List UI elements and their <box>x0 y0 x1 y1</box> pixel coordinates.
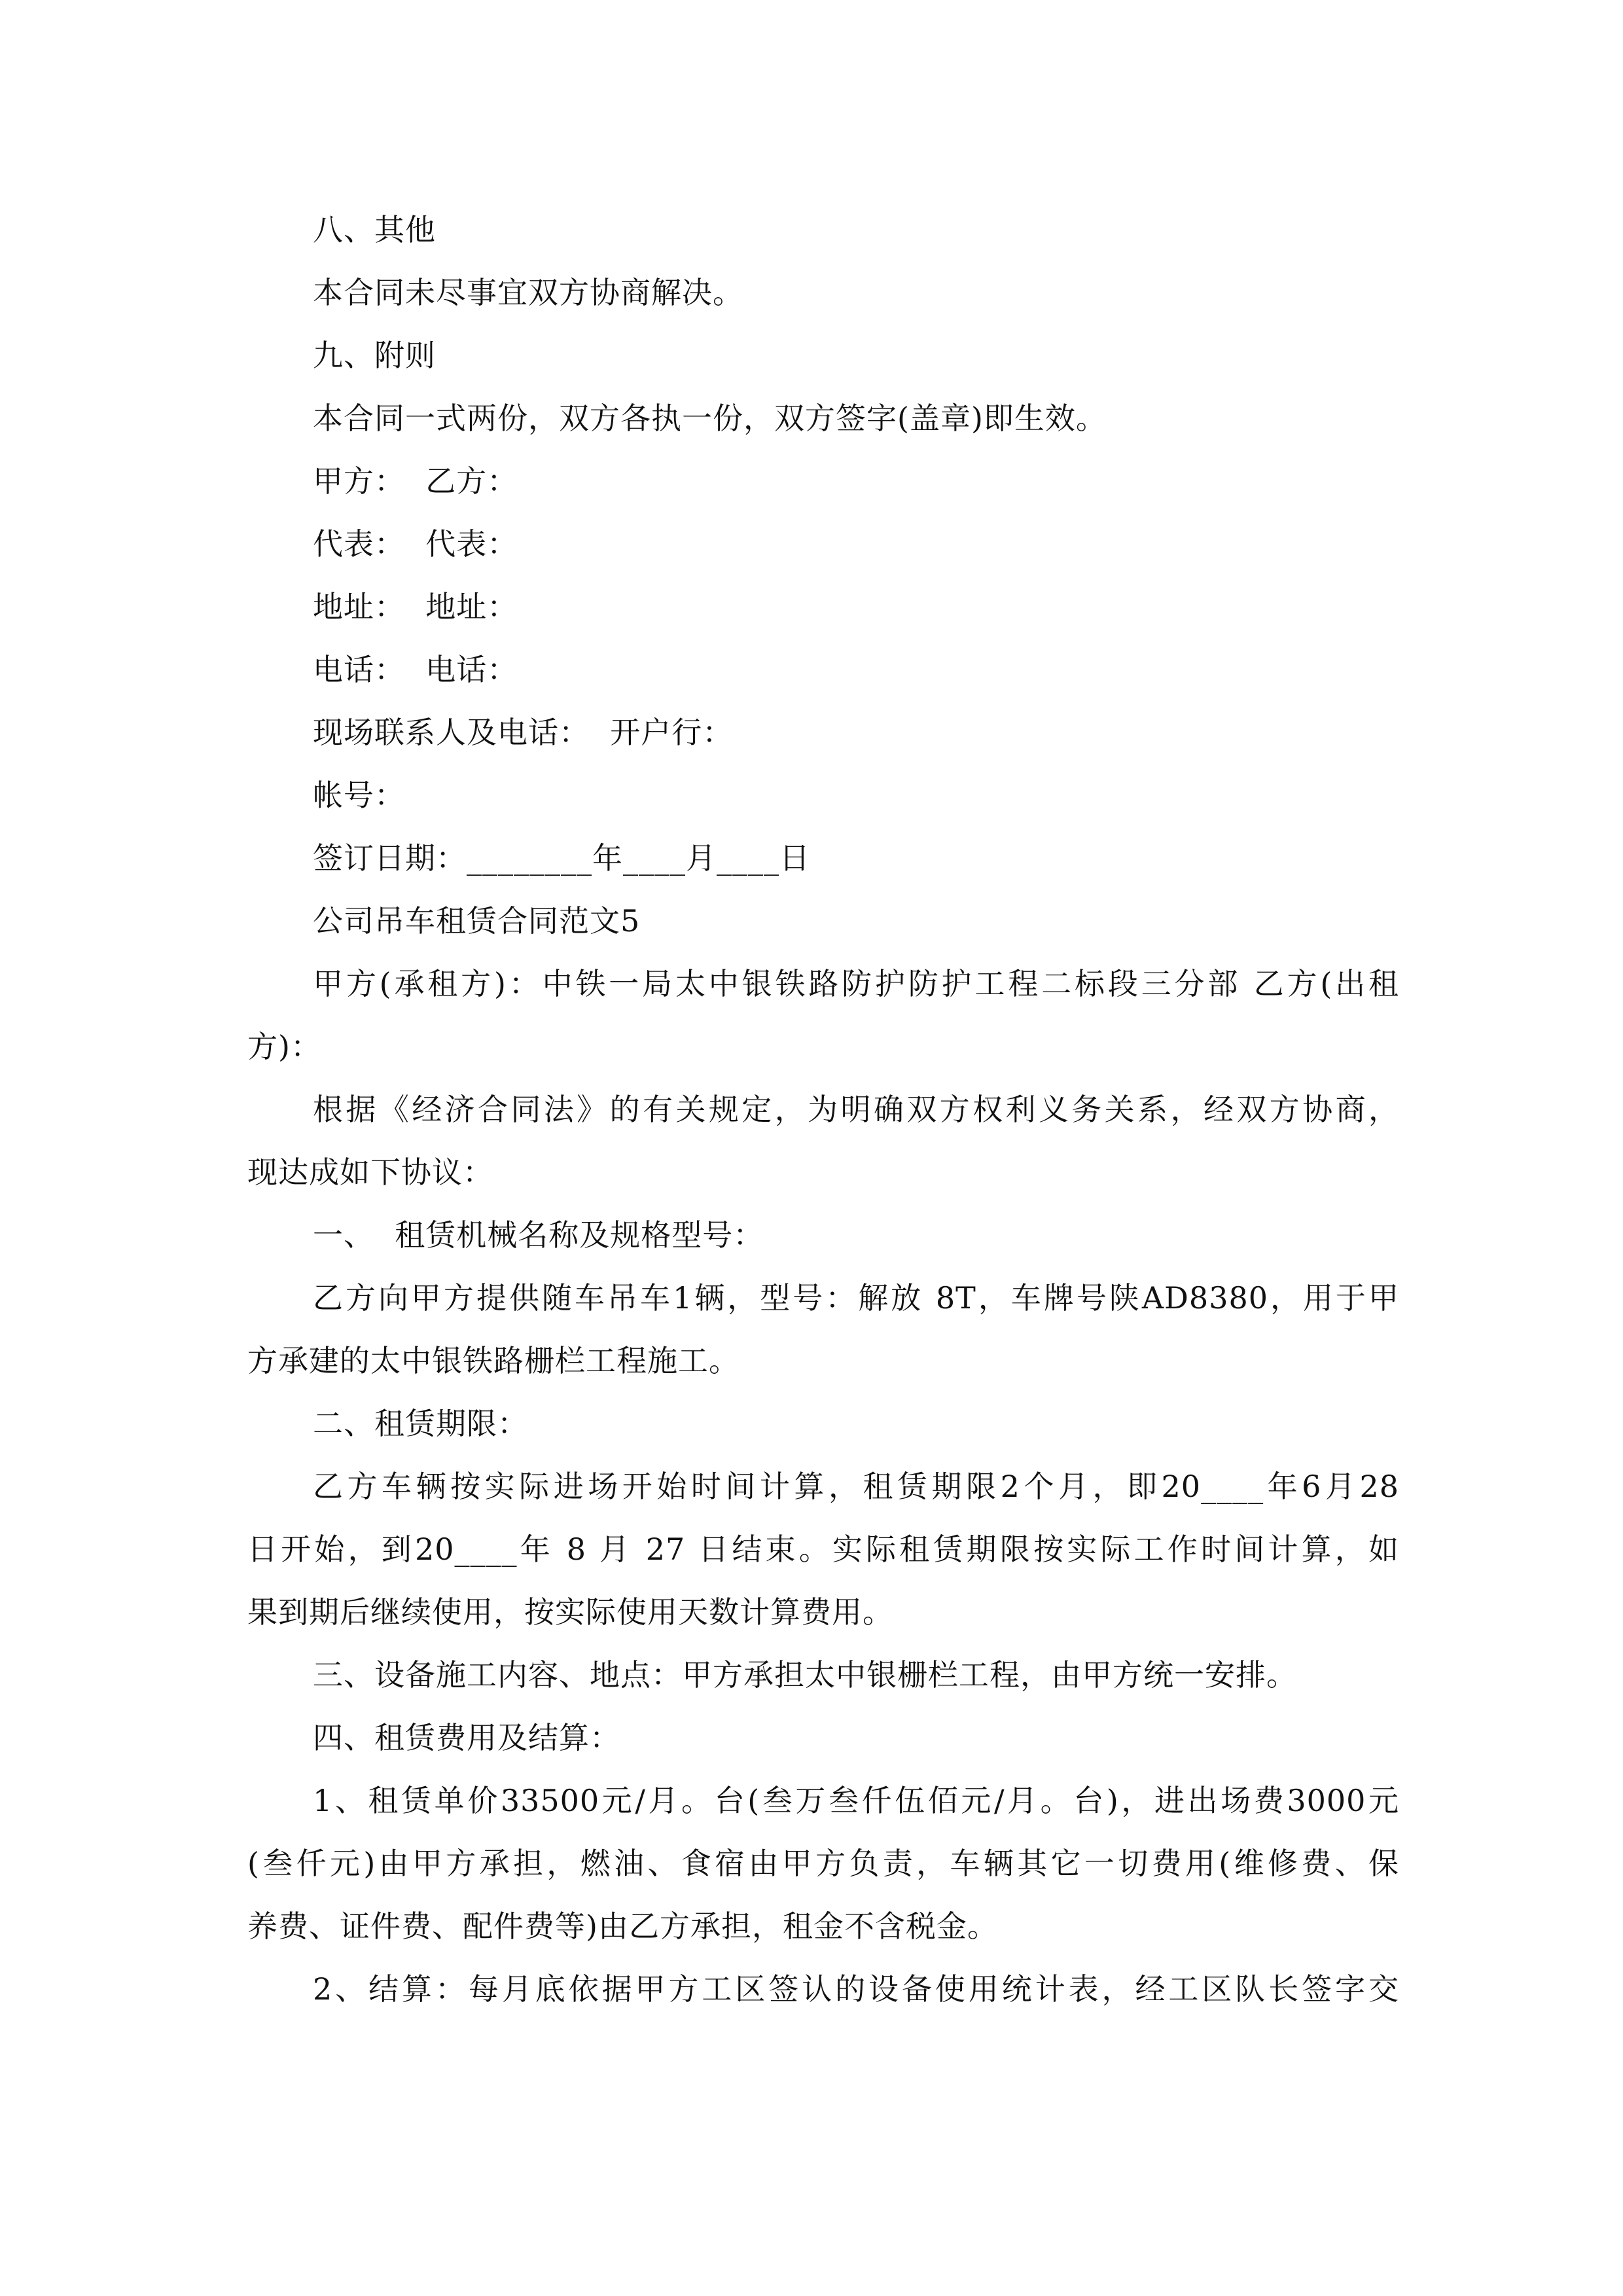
paragraph-line: 本合同一式两份，双方各执一份，双方签字(盖章)即生效。 <box>313 401 1107 436</box>
contract-title: 公司吊车租赁合同范文5 <box>313 903 641 939</box>
paragraph-line: 乙方向甲方提供随车吊车1辆，型号：解放 8T，车牌号陕AD8380，用于甲 <box>313 1280 1399 1316</box>
paragraph-line: 方承建的太中银铁路栅栏工程施工。 <box>247 1343 740 1378</box>
paragraph-line: 果到期后继续使用，按实际使用天数计算费用。 <box>247 1594 893 1630</box>
paragraph-line: 1、租赁单价33500元/月。台(叁万叁仟伍佰元/月。台)，进出场费3000元 <box>313 1783 1399 1818</box>
paragraph-line: 日开始，到20____年 8 月 27 日结束。实际租赁期限按实际工作时间计算，如 <box>247 1532 1399 1567</box>
paragraph-line: 现达成如下协议： <box>247 1155 493 1190</box>
paragraph-line: (叁仟元)由甲方承担，燃油、食宿由甲方负责，车辆其它一切费用(维修费、保 <box>247 1846 1399 1881</box>
phone-label-line: 电话： 电话： <box>313 652 518 687</box>
paragraph-line: 方)： <box>247 1029 321 1064</box>
section-heading-fees: 四、租赁费用及结算： <box>313 1720 620 1755</box>
account-label-line: 帐号： <box>313 778 405 813</box>
paragraph-line: 本合同未尽事宜双方协商解决。 <box>313 275 743 310</box>
signing-date-line: 签订日期：________年____月____日 <box>313 840 810 876</box>
section-heading-term: 二、租赁期限： <box>313 1406 528 1441</box>
address-label-line: 地址： 地址： <box>313 589 518 624</box>
paragraph-line: 养费、证件费、配件费等)由乙方承担，租金不含税金。 <box>247 1909 998 1944</box>
paragraph-line: 根据《经济合同法》的有关规定，为明确双方权利义务关系，经双方协商， <box>313 1092 1399 1127</box>
section-heading-work-content: 三、设备施工内容、地点：甲方承担太中银栅栏工程，由甲方统一安排。 <box>313 1657 1297 1693</box>
contact-bank-label-line: 现场联系人及电话： 开户行： <box>313 715 734 750</box>
section-heading-appendix: 九、附则 <box>313 338 436 373</box>
paragraph-line: 2、结算：每月底依据甲方工区签认的设备使用统计表，经工区队长签字交 <box>313 1971 1399 2007</box>
paragraph-line: 乙方车辆按实际进场开始时间计算，租赁期限2个月，即20____年6月28 <box>313 1469 1399 1504</box>
section-heading-equipment: 一、 租赁机械名称及规格型号： <box>313 1217 764 1253</box>
party-label-line: 甲方： 乙方： <box>313 463 518 499</box>
representative-label-line: 代表： 代表： <box>313 526 518 562</box>
paragraph-line: 甲方(承租方)：中铁一局太中银铁路防护防护工程二标段三分部 乙方(出租 <box>313 966 1399 1001</box>
section-heading-other: 八、其他 <box>313 212 436 247</box>
